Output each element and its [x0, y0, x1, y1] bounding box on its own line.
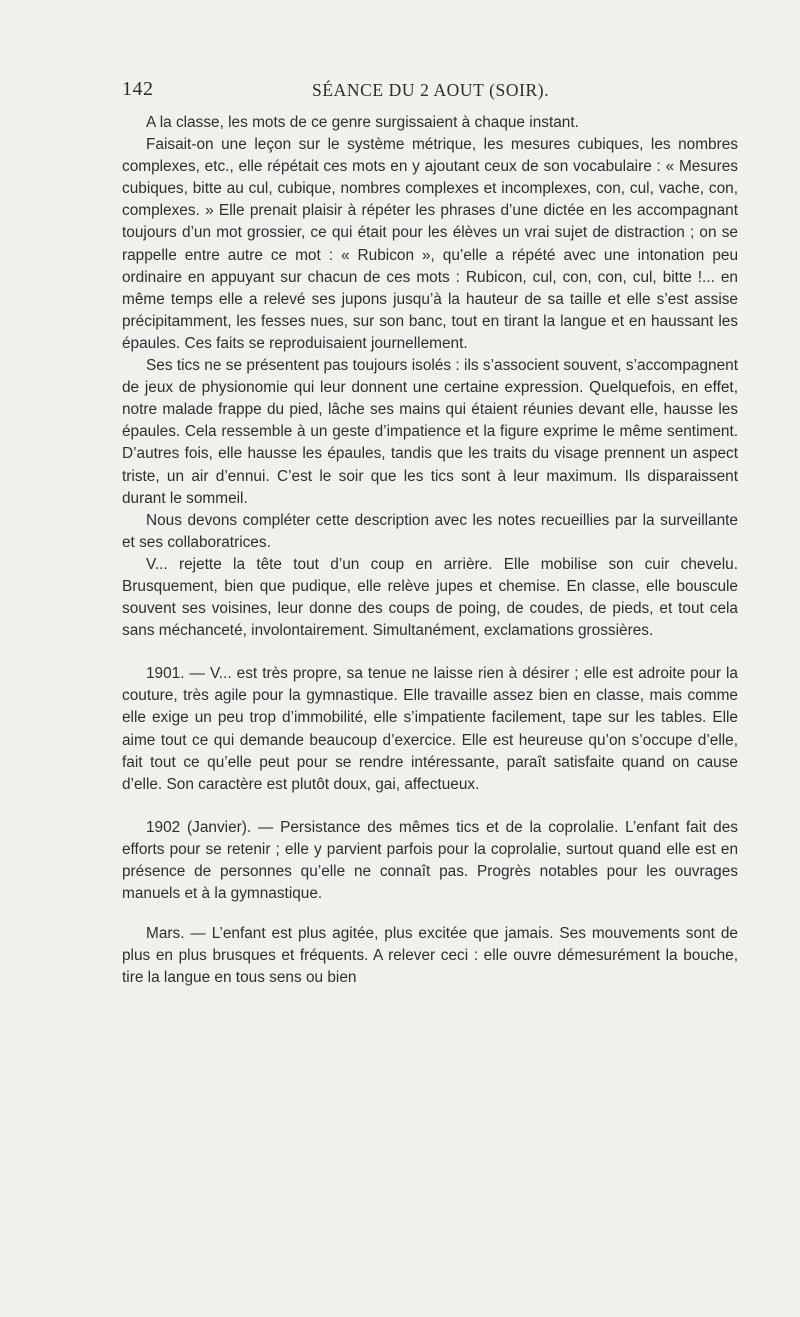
paragraph-1902: 1902 (Janvier). — Persistance des mêmes tics et de la coprolalie. L’enfant fait des efforts pour se retenir ; elle y parvient parfois pour la coprolalie, surtout quand elle est en présence de personnes qu’elle ne connaît pas. Progrès notables pour les ouvrages manuels et à la gymnastique.	[122, 818, 738, 903]
paragraph-observations: V... rejette la tête tout d’un coup en arrière. Elle mobilise son cuir chevelu. Brusquement, bien que pudique, elle relève jupes et chemise. En classe, elle bouscule souvent ses voisines, leur donne des coups de poing, de coudes, de pieds, et tout cela sans méchanceté, involontairement. Simultanément, exclamations grossières.	[122, 555, 738, 640]
paragraph-notes-intro: Nous devons compléter cette description avec les notes recueillies par la surveillante et ses collaboratrices.	[122, 511, 738, 551]
paragraph-tics: Ses tics ne se présentent pas toujours isolés : ils s’associent souvent, s’accompagnent de jeux de physionomie qui leur donnent une certaine expression. Quelquefois, en effet, notre malade frappe du pied, lâche ses mains qui étaient réunies devant elle, hausse les épaules. Cela ressemble à un geste d’impatience et la figure exprime le même sentiment. D’autres fois, elle hausse les épaules, tandis que les traits du visage prennent un aspect triste, un air d’ennui. C’est le soir que les tics sont à leur maximum. Ils disparaissent durant le sommeil.	[122, 357, 738, 507]
paragraph-1901: 1901. — V... est très propre, sa tenue ne laisse rien à désirer ; elle est adroite pour la couture, très agile pour la gymnastique. Elle travaille assez bien en classe, mais comme elle exige un peu trop d’immobilité, elle s’impatiente facilement, tape sur les tables. Elle aime tout ce qui demande beaucoup d’exercice. Elle est heureuse qu’on s’occupe d’elle, fait tout ce qu’elle peut pour se rendre intéressante, paraît satisfaite quand on cause d’elle. Son caractère est plutôt doux, gai, affectueux.	[122, 665, 738, 793]
running-title: SÉANCE DU 2 AOUT (SOIR).	[312, 80, 550, 100]
paragraph-intro: A la classe, les mots de ce genre surgissaient à chaque instant.	[146, 114, 579, 131]
paragraph-lesson: Faisait-on une leçon sur le système métrique, les mesures cubiques, les nombres complexes, etc., elle répétait ces mots en y ajoutant ceux de son vocabulaire : « Mesures cubiques, bitte au cul, cubique, nombres complexes et incomplexes, con, cul, vache, con, complexes. » Elle prenait plaisir à répéter les phrases d’une dictée en les accompagnant toujours d’un mot grossier, ce qui était pour les élèves un vrai sujet de distraction ; on se rappelle entre autre ce mot : « Rubicon », qu’elle a répété avec une intonation peu ordinaire en appuyant sur chacun de ces mots : Rubicon, cul, con, con, cul, bitte !... en même temps elle a relevé ses jupons jusqu’à la hauteur de sa taille et elle s’est assise précipitamment, les fesses nues, sur son banc, tout en tirant la langue et en haussant les épaules. Ces faits se reproduisaient journellement.	[122, 136, 738, 352]
body-text	[122, 112, 738, 989]
page-header	[122, 78, 738, 106]
page-number: 142	[122, 78, 154, 100]
paragraph-mars: Mars. — L’enfant est plus agitée, plus excitée que jamais. Ses mouvements sont de plus en plus brusques et fréquents. A relever ceci : elle ouvre démesurément la bouche, tire la langue en tous sens ou bien	[122, 925, 738, 987]
